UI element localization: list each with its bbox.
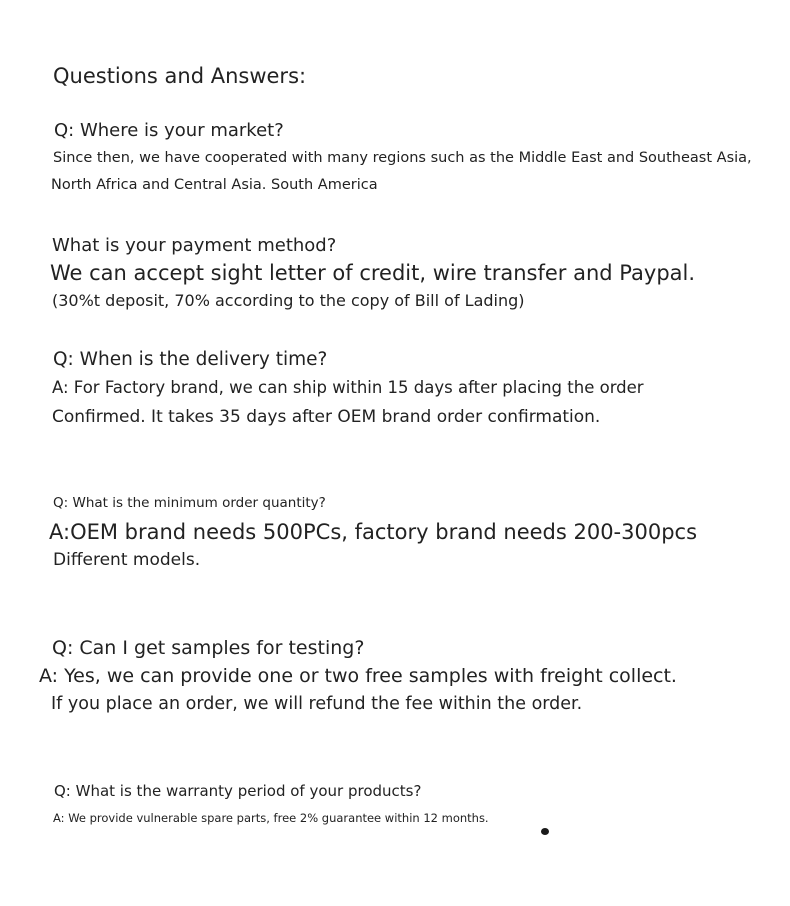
samples-question: Q: Can I get samples for testing?: [52, 637, 365, 659]
delivery-answer-line-1: A: For Factory brand, we can ship within 15 days after placing the order: [52, 378, 644, 397]
moq-answer-line-1: A:OEM brand needs 500PCs, factory brand needs 200-300pcs: [49, 520, 698, 544]
page-title: Questions and Answers:: [53, 64, 307, 88]
ink-dot: [541, 828, 549, 835]
samples-answer-line-1: A: Yes, we can provide one or two free samples with freight collect.: [39, 665, 677, 687]
payment-question: What is your payment method?: [52, 235, 337, 256]
warranty-question: Q: What is the warranty period of your products?: [54, 782, 422, 800]
market-answer-line-1: Since then, we have cooperated with many regions such as the Middle East and Southeast Asia,: [53, 150, 752, 166]
market-answer-line-2: North Africa and Central Asia. South America: [51, 177, 378, 193]
payment-answer-line-1: We can accept sight letter of credit, wire transfer and Paypal.: [50, 261, 696, 285]
market-question: Q: Where is your market?: [54, 120, 284, 141]
samples-answer-line-2: If you place an order, we will refund the fee within the order.: [51, 694, 583, 714]
delivery-answer-line-2: Confirmed. It takes 35 days after OEM brand order confirmation.: [52, 407, 601, 427]
warranty-answer-line-1: A: We provide vulnerable spare parts, free 2% guarantee within 12 months.: [53, 811, 489, 825]
payment-answer-line-2: (30%t deposit, 70% according to the copy of Bill of Lading): [52, 291, 525, 310]
moq-answer-line-2: Different models.: [53, 550, 201, 570]
delivery-question: Q: When is the delivery time?: [53, 349, 328, 370]
moq-question: Q: What is the minimum order quantity?: [53, 495, 326, 511]
